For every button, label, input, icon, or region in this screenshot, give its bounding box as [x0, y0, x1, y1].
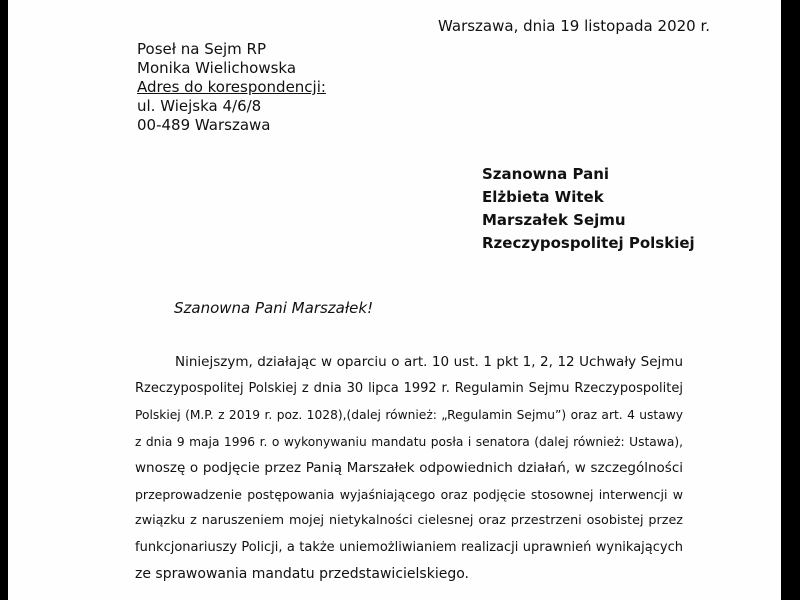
body-line: przeprowadzenie postępowania wyjaśniającego oraz podjęcie stosownej interwencji w	[135, 486, 683, 502]
body-line: wnoszę o podjęcie przez Panią Marszałek odpowiednich działań, w szczególności	[135, 460, 683, 476]
recipient-country: Rzeczypospolitej Polskiej	[482, 234, 695, 252]
body-line: Niniejszym, działając w oparciu o art. 10 ust. 1 pkt 1, 2, 12 Uchwały Sejmu	[175, 354, 683, 370]
sender-street: ul. Wiejska 4/6/8	[137, 97, 262, 115]
sender-block	[137, 40, 326, 135]
recipient-name: Elżbieta Witek	[482, 188, 604, 206]
sender-address-label: Adres do korespondencji:	[137, 78, 326, 96]
body-paragraph	[135, 349, 683, 588]
sender-name: Monika Wielichowska	[137, 59, 297, 77]
scan-border	[781, 0, 800, 600]
body-line: Polskiej (M.P. z 2019 r. poz. 1028),(dalej również: „Regulamin Sejmu”) oraz art. 4 ustawy	[135, 408, 683, 422]
recipient-greeting: Szanowna Pani	[482, 165, 610, 183]
body-line: związku z naruszeniem mojej nietykalności cielesnej oraz przestrzeni osobistej przez	[135, 513, 683, 528]
recipient-title: Marszałek Sejmu	[482, 211, 626, 229]
salutation: Szanowna Pani Marszałek!	[174, 299, 374, 317]
body-line: z dnia 9 maja 1996 r. o wykonywaniu mandatu posła i senatora (dalej również: Ustawa),	[135, 434, 683, 449]
body-line: funkcjonariuszy Policji, a także uniemożliwianiem realizacji uprawnień wynikających	[135, 539, 683, 555]
sender-city: 00-489 Warszawa	[137, 116, 271, 134]
body-line: ze sprawowania mandatu przedstawicielskiego.	[135, 566, 469, 582]
sender-title: Poseł na Sejm RP	[137, 40, 266, 58]
recipient-block	[482, 163, 695, 255]
letter-page	[8, 0, 781, 600]
place-date: Warszawa, dnia 19 listopada 2020 r.	[438, 17, 711, 35]
body-line: Rzeczypospolitej Polskiej z dnia 30 lipca 1992 r. Regulamin Sejmu Rzeczypospolitej	[135, 380, 683, 396]
